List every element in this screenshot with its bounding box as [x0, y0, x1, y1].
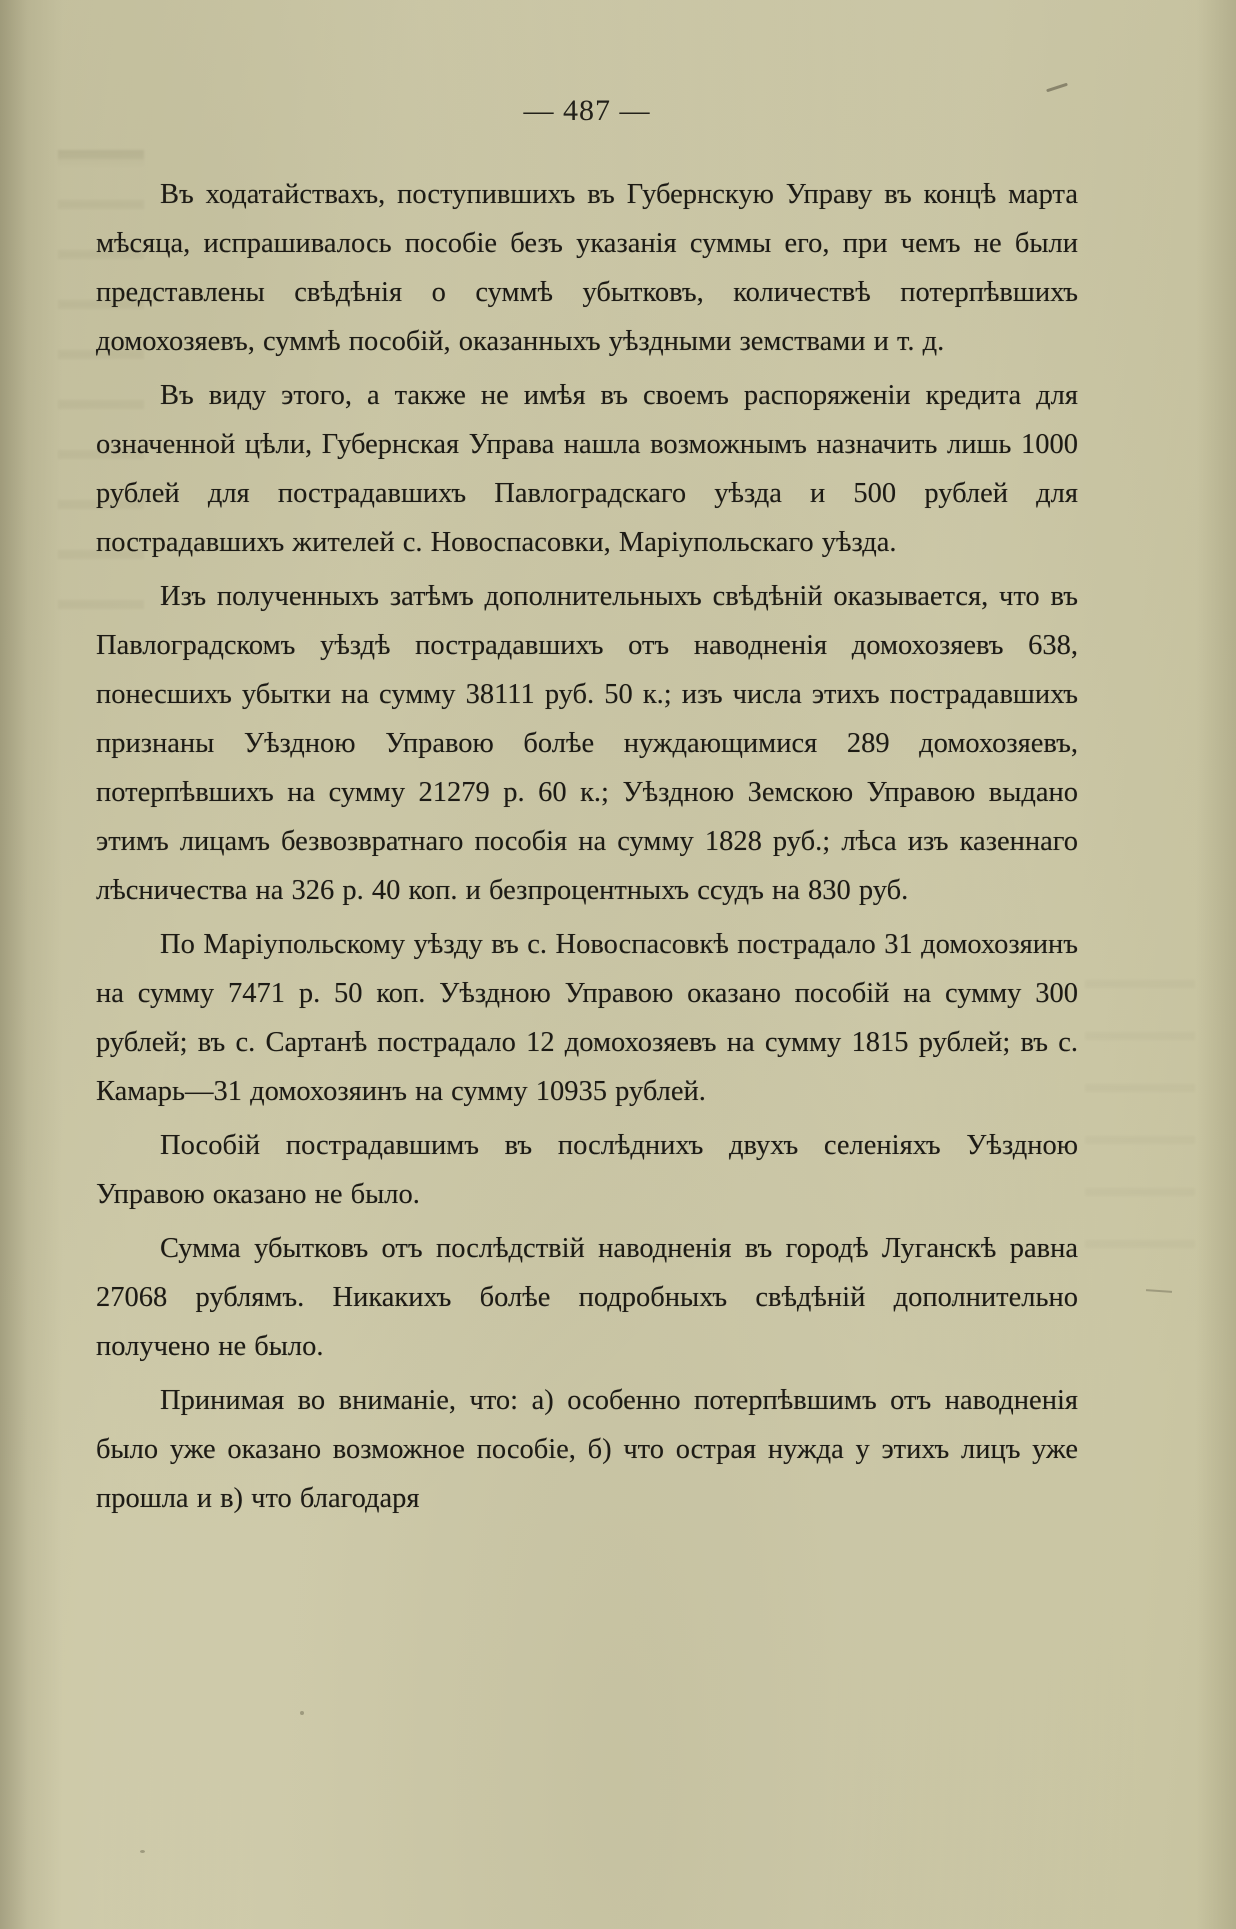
paragraph: Изъ полученныхъ затѣмъ дополнительныхъ свѣдѣній оказывается, что въ Павлоградскомъ уѣздѣ пострадавшихъ отъ наводненія домохозяевъ 638, понесшихъ убытки на сумму 38111 руб. 50 к.; изъ числа этихъ пострадавшихъ признаны Уѣздною Управою болѣе нуждающимися 289 домохозяевъ, потерпѣвшихъ на сумму 21279 р. 60 к.; Уѣздною Земскою Управою выдано этимъ лицамъ безвозвратнаго пособія на сумму 1828 руб.; лѣса изъ казеннаго лѣсничества на 326 р. 40 коп. и безпроцентныхъ ссудъ на 830 руб.	[96, 581, 1078, 906]
right-gutter-shadow	[1196, 0, 1236, 1929]
page-number: — 487 —	[523, 94, 651, 127]
paragraph: Пособій пострадавшимъ въ послѣднихъ двухъ селеніяхъ Уѣздною Управою оказано не было.	[96, 1130, 1078, 1210]
paragraph: Въ ходатайствахъ, поступившихъ въ Губернскую Управу въ концѣ марта мѣсяца, испрашивалось пособіе безъ указанія суммы его, при чемъ не были представлены свѣдѣнія о суммѣ убытковъ, количествѣ потерпѣвшихъ домохозяевъ, суммѣ пособій, оказанныхъ уѣздными земствами и т. д.	[96, 179, 1078, 357]
paragraph: Сумма убытковъ отъ послѣдствій наводненія въ городѣ Луганскѣ равна 27068 рублямъ. Никакихъ болѣе подробныхъ свѣдѣній дополнительно получено не было.	[96, 1233, 1078, 1362]
paragraph: Принимая во вниманіе, что: а) особенно потерпѣвшимъ отъ наводненія было уже оказано возможное пособіе, б) что острая нужда у этихъ лицъ уже прошла и в) что благодаря	[96, 1385, 1078, 1514]
body-text	[52, 170, 1122, 1523]
paragraph: По Маріупольскому уѣзду въ с. Новоспасовкѣ пострадало 31 домохозяинъ на сумму 7471 р. 50 коп. Уѣздною Управою оказано пособій на сумму 300 рублей; въ с. Сартанѣ пострадало 12 домохозяевъ на сумму 1815 рублей; въ с. Камарь—31 домохозяинъ на сумму 10935 рублей.	[96, 929, 1078, 1107]
page-content	[52, 0, 1122, 1929]
pen-mark-secondary	[1146, 1289, 1172, 1293]
paragraph: Въ виду этого, а также не имѣя въ своемъ распоряженіи кредита для означенной цѣли, Губернская Управа нашла возможнымъ назначить лишь 1000 рублей для пострадавшихъ Павлоградскаго уѣзда и 500 рублей для пострадавшихъ жителей с. Новоспасовки, Маріупольскаго уѣзда.	[96, 380, 1078, 558]
